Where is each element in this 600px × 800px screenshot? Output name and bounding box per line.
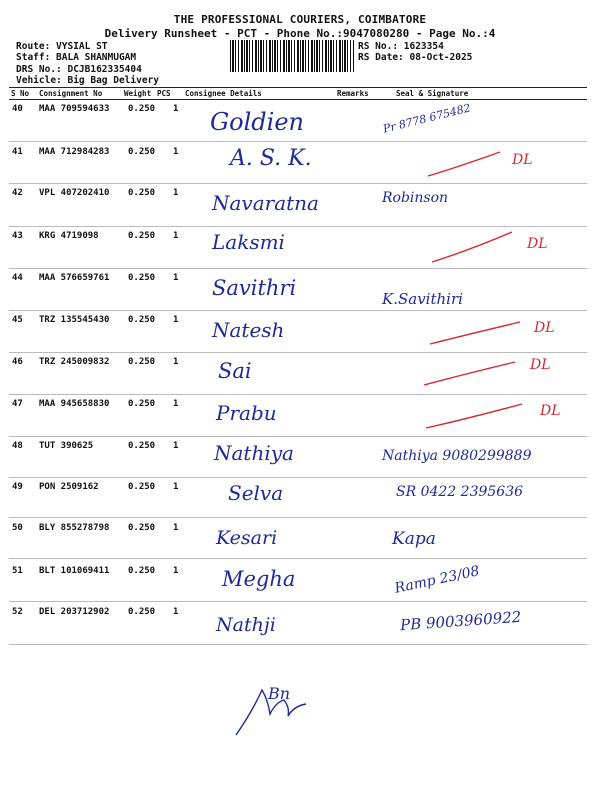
col-seal-signature: Seal & Signature	[396, 89, 469, 98]
row-pcs: 1	[173, 315, 179, 325]
row-consignment: BLT 101069411	[39, 566, 110, 576]
col-sno: S No	[11, 89, 30, 98]
row-sno: 40	[12, 104, 23, 114]
red-tick-mark	[432, 232, 512, 262]
consignee-handwriting: Savithri	[212, 276, 297, 300]
row-pcs: 1	[173, 188, 179, 198]
consignee-handwriting: Nathji	[216, 614, 276, 636]
row-pcs: 1	[173, 482, 179, 492]
row-divider	[9, 477, 587, 478]
red-tick-mark	[424, 362, 515, 385]
row-weight: 0.250	[128, 104, 156, 114]
row-weight: 0.250	[128, 231, 156, 241]
red-tick-mark	[430, 322, 520, 344]
row-weight: 0.250	[128, 441, 156, 451]
row-consignment: DEL 203712902	[39, 607, 110, 617]
seal-handwriting: Nathiya 9080299889	[382, 448, 532, 464]
document-subtitle: Delivery Runsheet - PCT - Phone No.:9047080280 - Page No.:4	[104, 27, 496, 40]
row-weight: 0.250	[128, 523, 156, 533]
row-pcs: 1	[173, 104, 179, 114]
dl-mark: DL	[512, 152, 533, 168]
drs-number: DRS No.: DCJB162335404	[16, 64, 142, 75]
staff-signature: Bn	[268, 684, 291, 703]
row-divider	[9, 352, 587, 353]
row-weight: 0.250	[128, 188, 156, 198]
red-tick-mark	[426, 404, 522, 428]
row-divider	[9, 517, 587, 518]
barcode	[230, 40, 354, 72]
row-consignment: TRZ 245009832	[39, 357, 110, 367]
row-pcs: 1	[173, 273, 179, 283]
dl-mark: DL	[527, 236, 548, 252]
row-weight: 0.250	[128, 147, 156, 157]
consignee-handwriting: A. S. K.	[230, 146, 312, 171]
red-tick-mark	[428, 152, 500, 176]
col-pcs: PCS	[157, 89, 171, 98]
vehicle-label: Vehicle: Big Bag Delivery	[16, 75, 159, 86]
row-consignment: BLY 855278798	[39, 523, 110, 533]
row-consignment: MAA 709594633	[39, 104, 110, 114]
seal-handwriting: Ramp 23/08	[393, 563, 481, 597]
row-sno: 44	[12, 273, 23, 283]
row-sno: 52	[12, 607, 23, 617]
row-pcs: 1	[173, 441, 179, 451]
row-sno: 50	[12, 523, 23, 533]
row-weight: 0.250	[128, 607, 156, 617]
row-weight: 0.250	[128, 315, 156, 325]
seal-handwriting: Pr 8778 675482	[381, 101, 472, 136]
consignee-handwriting: Megha	[222, 567, 296, 591]
seal-handwriting: SR 0422 2395636	[396, 484, 524, 500]
row-sno: 45	[12, 315, 23, 325]
row-divider	[9, 183, 587, 184]
dl-mark: DL	[534, 320, 555, 336]
row-divider	[9, 436, 587, 437]
route-label: Route: VYSIAL ST	[16, 41, 108, 52]
consignee-handwriting: Laksmi	[212, 230, 285, 254]
col-consignment: Consignment No	[39, 89, 103, 98]
row-sno: 42	[12, 188, 23, 198]
col-consignee: Consignee Details	[185, 89, 262, 98]
row-sno: 47	[12, 399, 23, 409]
row-weight: 0.250	[128, 399, 156, 409]
row-weight: 0.250	[128, 482, 156, 492]
dl-mark: DL	[530, 357, 551, 373]
seal-handwriting: Kapa	[392, 529, 436, 549]
row-consignment: KRG 4719098	[39, 231, 99, 241]
consignee-handwriting: Prabu	[216, 401, 277, 425]
row-pcs: 1	[173, 357, 179, 367]
consignee-handwriting: Nathiya	[214, 441, 294, 465]
row-consignment: TRZ 135545430	[39, 315, 110, 325]
row-sno: 41	[12, 147, 23, 157]
row-sno: 51	[12, 566, 23, 576]
row-sno: 48	[12, 441, 23, 451]
staff-label: Staff: BALA SHANMUGAM	[16, 52, 137, 63]
row-consignment: MAA 576659761	[39, 273, 110, 283]
row-divider	[9, 268, 587, 269]
row-pcs: 1	[173, 523, 179, 533]
col-remarks: Remarks	[337, 89, 369, 98]
row-pcs: 1	[173, 231, 179, 241]
rs-date: RS Date: 08-Oct-2025	[358, 52, 473, 63]
row-consignment: MAA 712984283	[39, 147, 110, 157]
row-divider	[9, 394, 587, 395]
dl-mark: DL	[540, 403, 561, 419]
consignee-handwriting: Sai	[218, 359, 252, 383]
row-weight: 0.250	[128, 273, 156, 283]
row-divider	[9, 141, 587, 142]
consignee-handwriting: Selva	[228, 481, 284, 505]
seal-handwriting: PB 9003960922	[399, 607, 522, 635]
row-consignment: VPL 407202410	[39, 188, 110, 198]
row-pcs: 1	[173, 399, 179, 409]
col-weight: Weight	[124, 89, 152, 98]
row-pcs: 1	[173, 607, 179, 617]
consignee-handwriting: Natesh	[212, 318, 285, 342]
row-pcs: 1	[173, 147, 179, 157]
table-top-rule	[9, 87, 587, 88]
row-divider	[9, 601, 587, 602]
consignee-handwriting: Navaratna	[212, 191, 319, 215]
seal-handwriting: K.Savithiri	[382, 290, 463, 308]
row-divider	[9, 644, 587, 645]
table-header-rule	[9, 99, 587, 100]
row-consignment: TUT 390625	[39, 441, 94, 451]
seal-handwriting: Robinson	[382, 190, 449, 206]
row-weight: 0.250	[128, 566, 156, 576]
document-title: THE PROFESSIONAL COURIERS, COIMBATORE	[173, 13, 427, 26]
row-consignment: MAA 945658830	[39, 399, 110, 409]
row-pcs: 1	[173, 566, 179, 576]
row-divider	[9, 310, 587, 311]
consignee-handwriting: Goldien	[210, 108, 304, 136]
consignee-handwriting: Kesari	[216, 527, 278, 549]
row-weight: 0.250	[128, 357, 156, 367]
rs-number: RS No.: 1623354	[358, 41, 444, 52]
row-sno: 46	[12, 357, 23, 367]
row-sno: 49	[12, 482, 23, 492]
row-sno: 43	[12, 231, 23, 241]
row-divider	[9, 558, 587, 559]
row-consignment: PON 2509162	[39, 482, 99, 492]
row-divider	[9, 226, 587, 227]
